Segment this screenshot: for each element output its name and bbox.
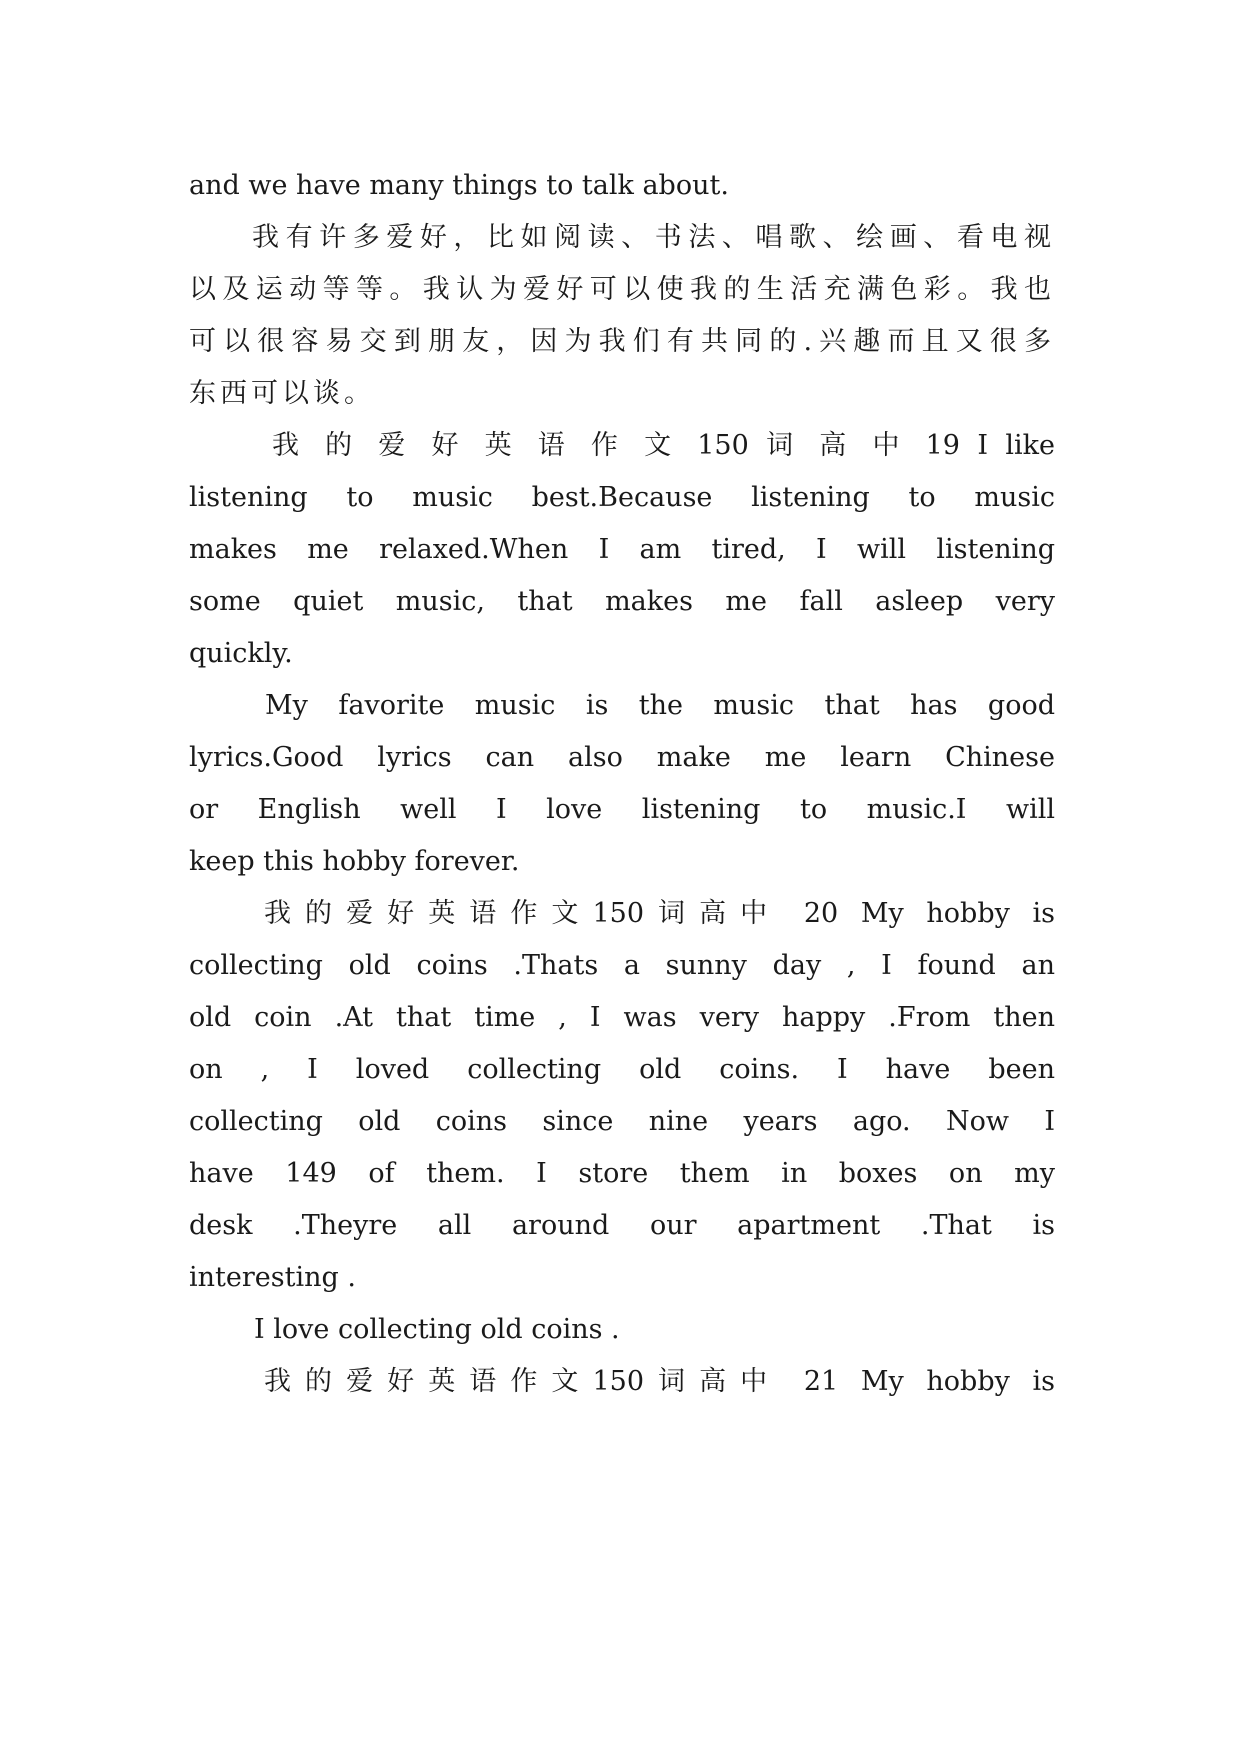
text-line-6: 我 的 爱 好 英 语 作 文 150 词 高 中 19 I like <box>272 430 1055 461</box>
text-line-5: 东西可以谈。 <box>189 378 375 409</box>
text-line-22: interesting . <box>189 1262 356 1293</box>
text-line-14: keep this hobby forever. <box>189 846 520 877</box>
text-line-17: old coin .At that time , I was very happy .From then <box>189 1002 1055 1033</box>
text-line-20: have 149 of them. I store them in boxes on my <box>189 1158 1055 1189</box>
text-line-3: 以及运动等等。我认为爱好可以使我的生活充满色彩。我也 <box>189 274 1055 305</box>
text-line-23: I love collecting old coins . <box>254 1314 620 1345</box>
text-line-12: lyrics.Good lyrics can also make me learn Chinese <box>189 742 1055 773</box>
text-line-11: My favorite music is the music that has good <box>265 690 1055 721</box>
text-line-13: or English well I love listening to music.I will <box>189 794 1055 825</box>
text-line-10: quickly. <box>189 638 293 669</box>
text-line-15: 我的爱好英语作文150词高中 20 My hobby is <box>264 898 1055 929</box>
text-line-4: 可以很容易交到朋友，因为我们有共同的.兴趣而且又很多 <box>189 326 1055 357</box>
text-line-7: listening to music best.Because listening to music <box>189 482 1055 513</box>
text-line-24: 我的爱好英语作文150词高中 21 My hobby is <box>264 1366 1055 1397</box>
text-line-8: makes me relaxed.When I am tired, I will listening <box>189 534 1055 565</box>
text-line-18: on , I loved collecting old coins. I have been <box>189 1054 1055 1085</box>
text-line-16: collecting old coins .Thats a sunny day , I found an <box>189 950 1055 981</box>
text-line-19: collecting old coins since nine years ago. Now I <box>189 1106 1055 1137</box>
text-line-9: some quiet music, that makes me fall asleep very <box>189 586 1055 617</box>
text-line-1: and we have many things to talk about. <box>189 170 729 201</box>
text-line-2: 我有许多爱好，比如阅读、书法、唱歌、绘画、看电视 <box>252 222 1055 253</box>
text-line-21: desk .Theyre all around our apartment .That is <box>189 1210 1055 1241</box>
